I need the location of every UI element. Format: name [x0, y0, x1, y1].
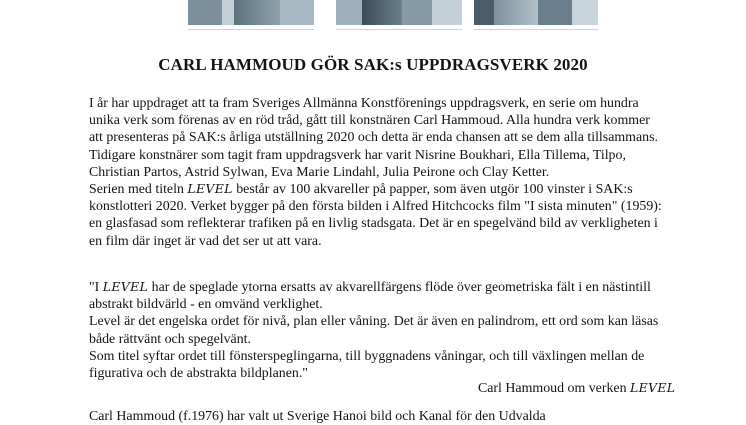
text-line: figurativa och de abstrakta bildplanen.": [89, 366, 308, 382]
text-segment: "I: [89, 280, 103, 295]
text-line: Tidigare konstnärer som tagit fram uppdragsverk har varit Nisrine Boukhari, Ella Tillema, Tilpo,: [89, 147, 626, 163]
quote-attribution: [478, 380, 675, 397]
watercolor-image-3: [474, 0, 598, 30]
quote-paragraph: [89, 278, 689, 382]
text-line: Som titel syftar ordet till fönsterspeglingarna, till byggnadens våningar, och till växlingen mellan de: [89, 348, 645, 364]
watercolor-image-2: [336, 0, 462, 30]
text-line: konstlotteri 2020. Verket bygger på den första bilden i Alfred Hitchcocks film "I sista minuten" (1959):: [89, 199, 662, 215]
level-title: LEVEL: [187, 181, 233, 196]
text-segment: består av 100 akvareller på papper, som även utgör 100 vinster i SAK:s: [232, 182, 633, 197]
text-segment: Serien med titeln: [89, 182, 188, 197]
text-line: både rättvänt och spegelvänt.: [89, 331, 251, 347]
series-paragraph: [89, 180, 689, 250]
text-line: unika verk som förenas av en röd tråd, gått till konstnären Carl Hammoud. Alla hundra verk kommer: [89, 113, 650, 129]
text-line: Christian Partos, Astrid Sylwan, Eva Marie Lindahl, Julia Peirone och Clay Ketter.: [89, 164, 550, 180]
text-line: att presenteras på SAK:s årliga utställning 2020 och detta är enda chansen att se dem alla tillsammans.: [89, 130, 658, 146]
text-line: en glasfasad som reflekterar trafiken på en livlig stadsgata. Det är en spegelvänd bild av verkligheten i: [89, 216, 658, 232]
text-segment: har de speglade ytorna ersatts av akvarellfärgens flöde över geometriska fält i en nästintill: [148, 280, 651, 295]
watercolor-image-1: [188, 0, 314, 30]
level-title: LEVEL: [630, 380, 676, 395]
text-line: en film där inget är vad det ser ut att vara.: [89, 233, 322, 249]
text-line: I år har uppdraget att ta fram Sveriges Allmänna Konstförenings uppdragsverk, en serie om hundra: [89, 96, 639, 111]
cut-off-text-line: Carl Hammoud (f.1976) har valt ut Sverige Hanoi bild och Kanal för den Udvalda: [89, 409, 546, 424]
text-segment: Carl Hammoud om verken: [478, 381, 630, 396]
text-line: [89, 180, 689, 198]
text-line: Level är det engelska ordet för nivå, plan eller våning. Det är även en palindrom, ett ord som kan läsas: [89, 314, 659, 330]
article-title: CARL HAMMOUD GÖR SAK:s UPPDRAGSVERK 2020: [158, 55, 588, 74]
intro-paragraph: [89, 95, 689, 181]
level-title: LEVEL: [102, 279, 149, 294]
artwork-strip: [0, 0, 746, 30]
text-line: abstrakt bildvärld - en omvänd verklighet.: [89, 297, 323, 313]
text-line: [89, 278, 689, 296]
